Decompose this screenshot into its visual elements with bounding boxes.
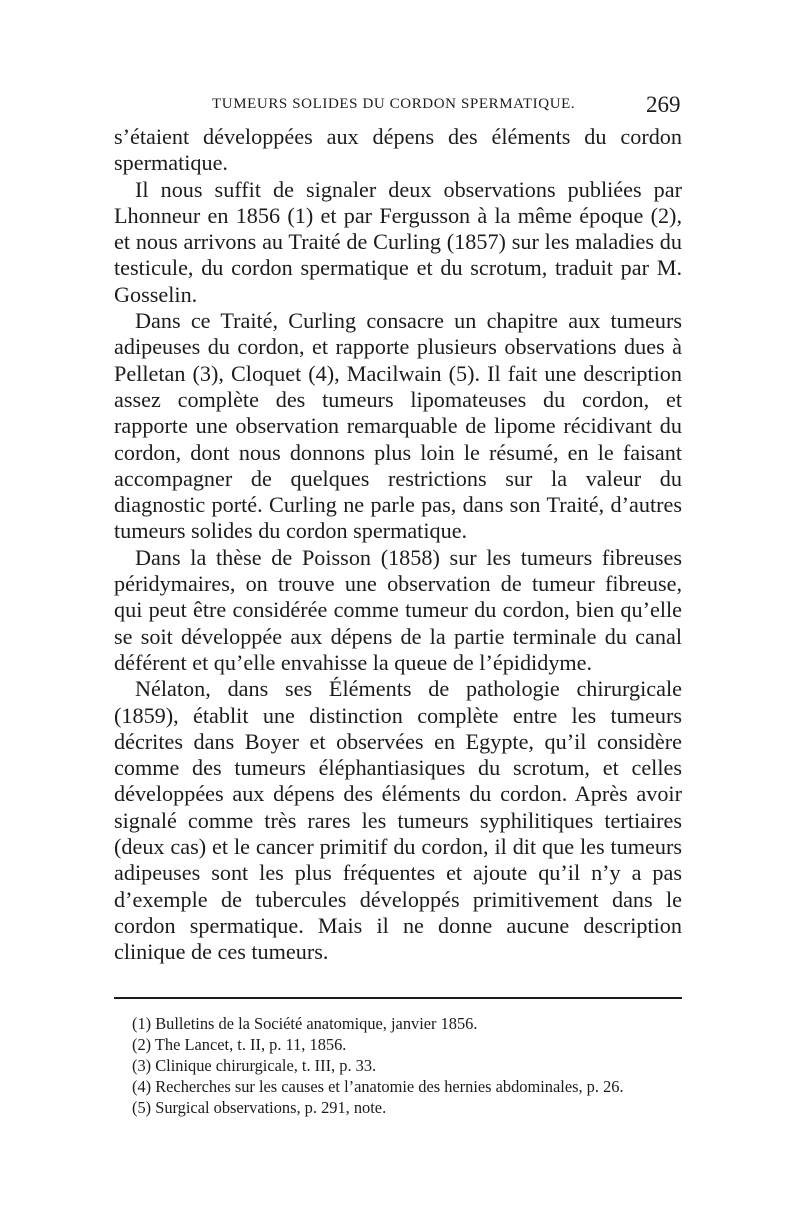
paragraph-continuation: s’étaient développées aux dépens des éléments du cordon spermatique. <box>114 124 682 176</box>
footnotes <box>132 1013 692 1118</box>
paragraph: Dans la thèse de Poisson (1858) sur les tumeurs fibreuses péridymaires, on trouve une observation de tumeur fibreuse, qui peut être considérée comme tumeur du cordon, bien qu’elle se soit développée aux dépens de la partie terminale du canal déférent et qu’elle envahisse la queue de l’épididyme. <box>114 544 682 675</box>
paragraph: Dans ce Traité, Curling consacre un chapitre aux tumeurs adipeuses du cordon, et rapporte plusieurs observations dues à Pelletan (3), Cloquet (4), Macilwain (5). Il fait une description assez complète des tumeurs lipomateuses du cordon, et rapporte une observation remarquable de lipome récidivant du cordon, dont nous donnons plus loin le résumé, en le faisant accompagner de quelques restrictions sur la valeur du diagnostic porté. Curling ne parle pas, dans son Traité, d’autres tumeurs solides du cordon spermatique. <box>114 308 682 544</box>
running-title: TUMEURS SOLIDES DU CORDON SPERMATIQUE. <box>212 96 576 112</box>
paragraph: Nélaton, dans ses Éléments de pathologie chirurgicale (1859), établit une distinction complète entre les tumeurs décrites dans Boyer et observées en Egypte, qu’il considère comme des tumeurs éléphantiasiques du scrotum, et celles développées aux dépens des éléments du cordon. Après avoir signalé comme très rares les tumeurs syphilitiques tertiaires (deux cas) et le cancer primitif du cordon, il dit que les tumeurs adipeuses sont les plus fréquentes et ajoute qu’il n’y a pas d’exemple de tubercules développés primitivement dans le cordon spermatique. Mais il ne donne aucune description clinique de ces tumeurs. <box>114 676 682 965</box>
running-head <box>0 92 800 122</box>
page-number: 269 <box>646 92 681 117</box>
footnote-divider <box>114 997 682 999</box>
footnote: (4) Recherches sur les causes et l’anatomie des hernies abdominales, p. 26. <box>132 1077 624 1096</box>
footnote: (5) Surgical observations, p. 291, note. <box>132 1098 387 1117</box>
footnote: (1) Bulletins de la Société anatomique, janvier 1856. <box>132 1014 478 1033</box>
footnote: (2) The Lancet, t. II, p. 11, 1856. <box>132 1035 347 1054</box>
body-text <box>114 124 682 966</box>
footnote: (3) Clinique chirurgicale, t. III, p. 33. <box>132 1056 377 1075</box>
paragraph: Il nous suffit de signaler deux observations publiées par Lhonneur en 1856 (1) et par Fergusson à la même époque (2), et nous arrivons au Traité de Curling (1857) sur les maladies du testicule, du cordon spermatique et du scrotum, traduit par M. Gosselin. <box>114 176 682 307</box>
